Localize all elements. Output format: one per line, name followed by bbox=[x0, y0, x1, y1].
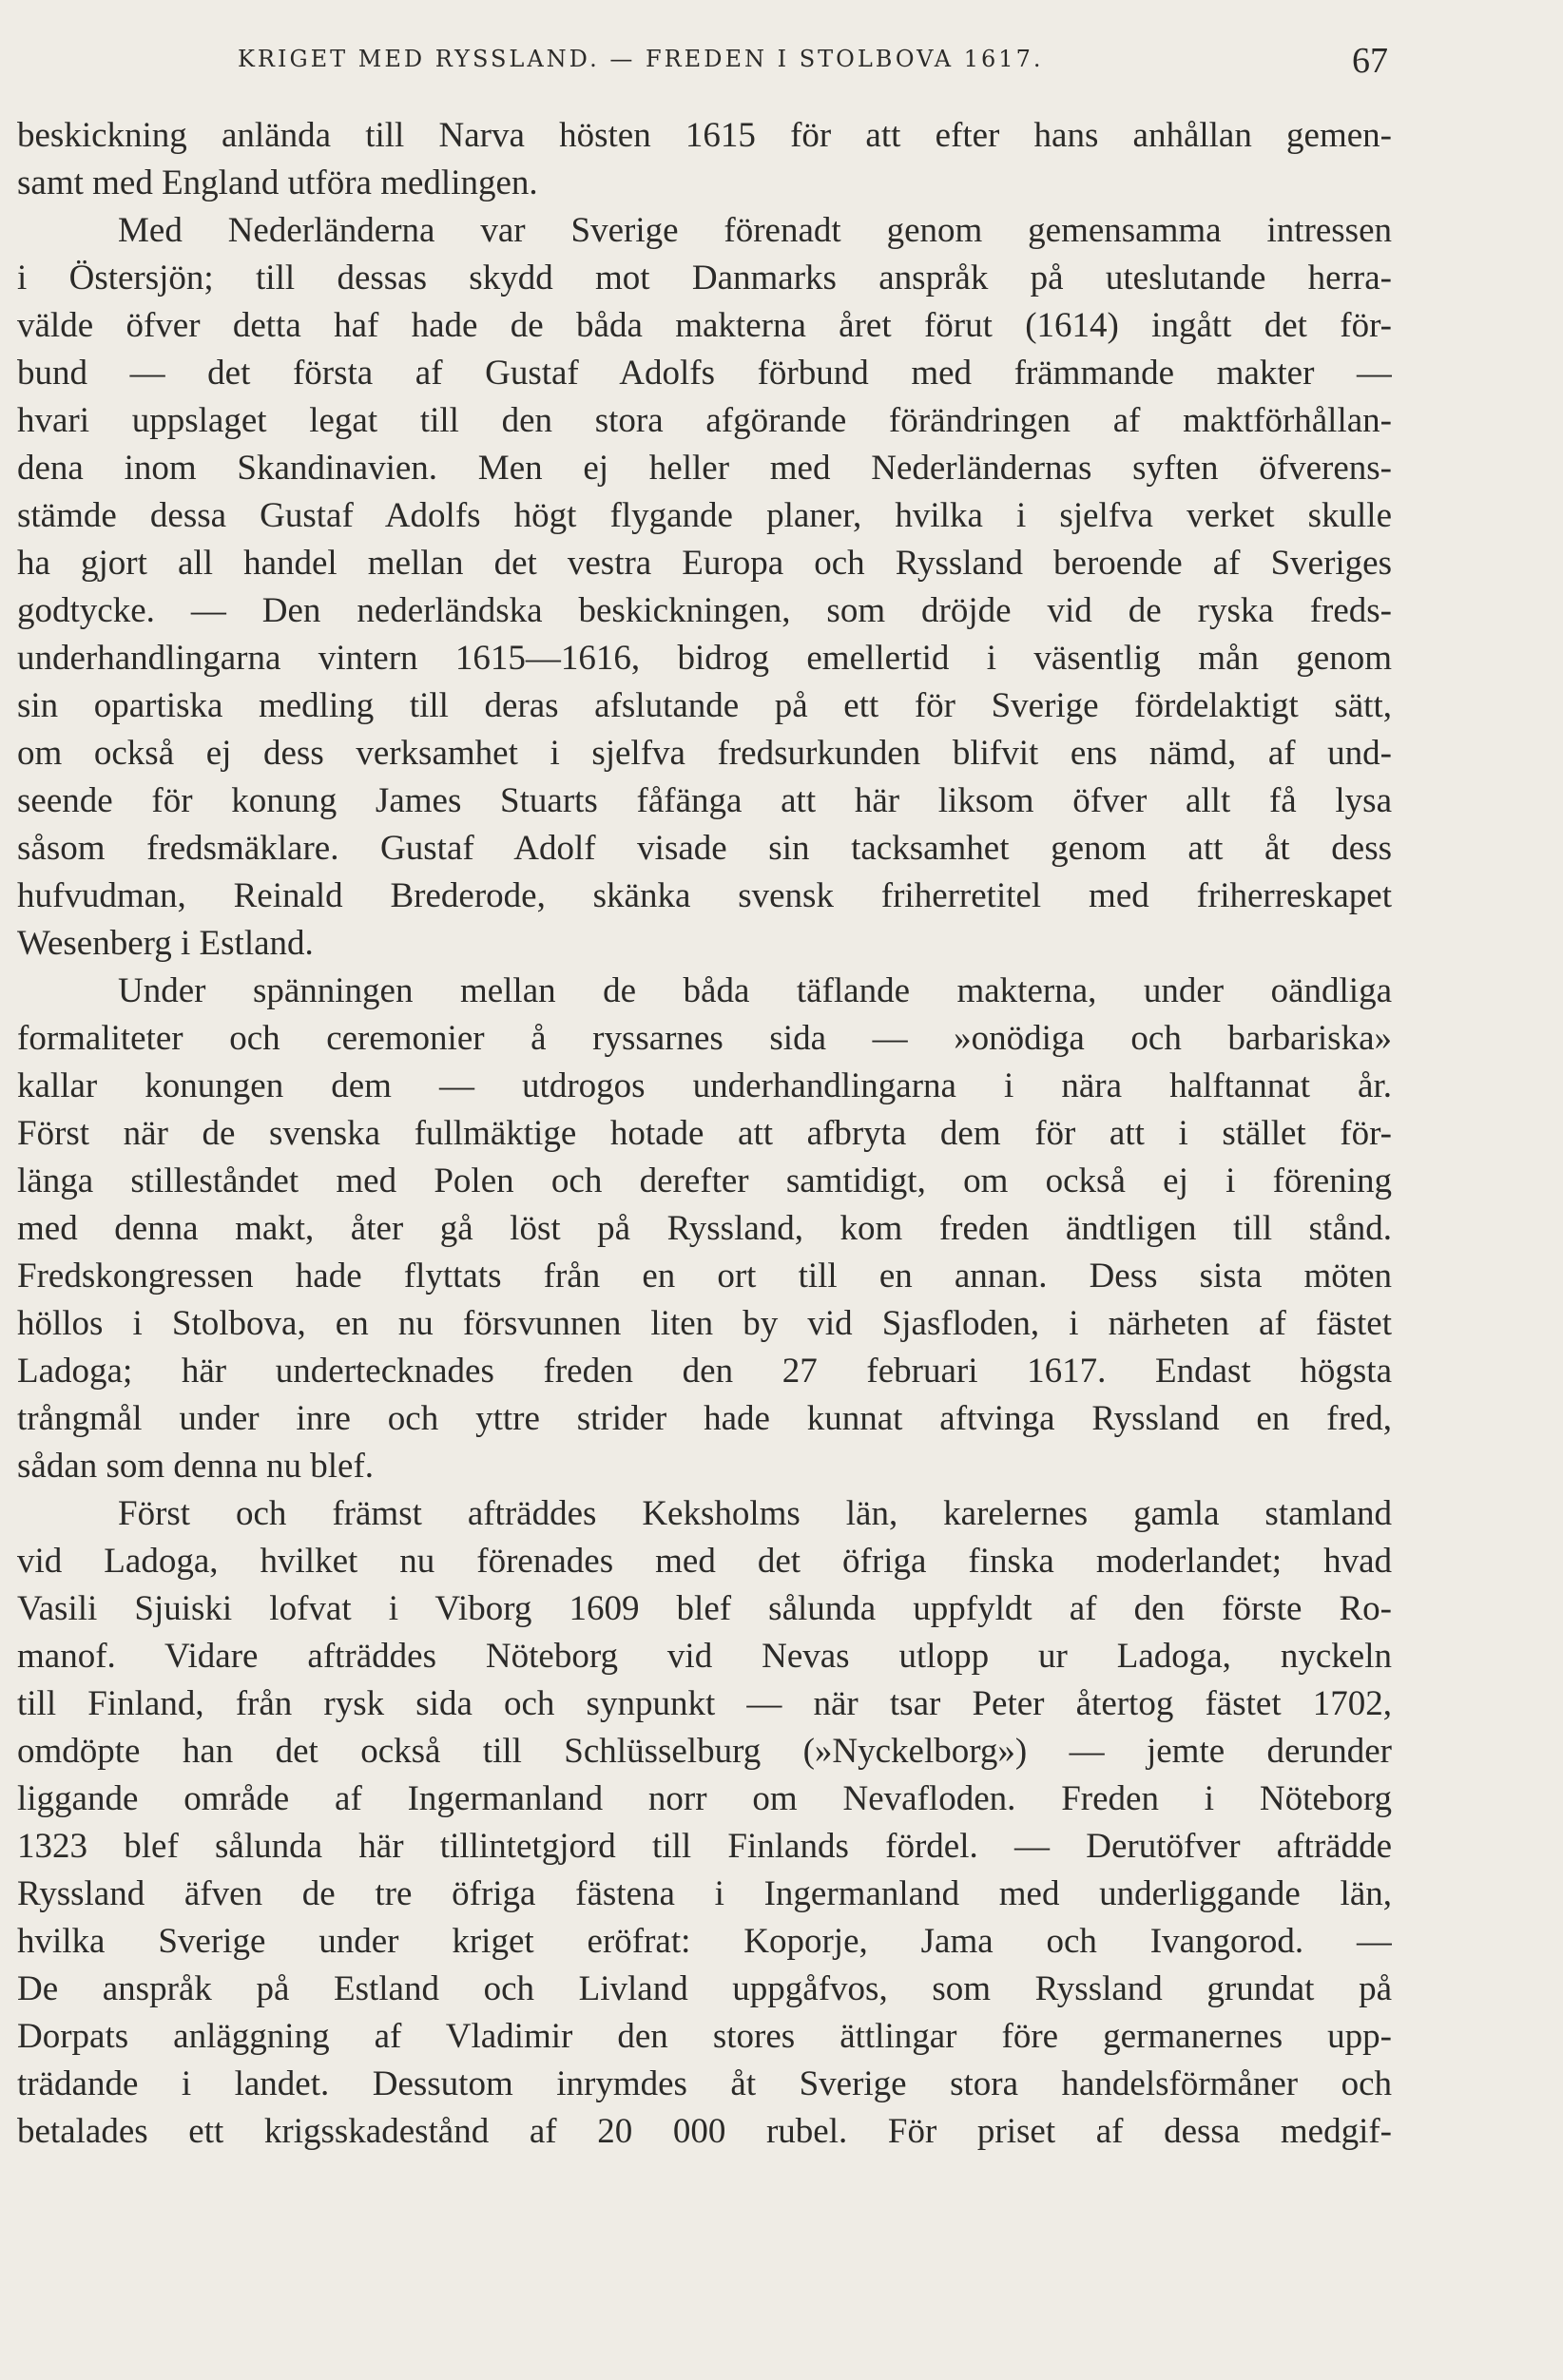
text-line: Fredskongressen hade flyttats från en ort till en annan. Dess sista möten bbox=[17, 1257, 1392, 1296]
text-line: vid Ladoga, hvilket nu förenades med det öfriga finska moderlandet; hvad bbox=[17, 1542, 1392, 1581]
text-line: samt med England utföra medlingen. bbox=[17, 163, 538, 202]
text-line: omdöpte han det också till Schlüsselburg (»Nyckelborg») — jemte derunder bbox=[17, 1732, 1392, 1771]
text-line: hvari uppslaget legat till den stora afgörande förändringen af maktförhållan- bbox=[17, 401, 1392, 440]
text-line: Först när de svenska fullmäktige hotade att afbryta dem för att i stället för- bbox=[17, 1114, 1392, 1153]
text-line: länga stilleståndet med Polen och derefter samtidigt, om också ej i förening bbox=[17, 1161, 1392, 1200]
text-line: välde öfver detta haf hade de båda makterna året förut (1614) ingått det för- bbox=[17, 306, 1392, 345]
text-line: formaliteter och ceremonier å ryssarnes sida — »onödiga och barbariska» bbox=[17, 1019, 1392, 1058]
text-line: kallar konungen dem — utdrogos underhandlingarna i nära halftannat år. bbox=[17, 1066, 1392, 1105]
text-line: Ladoga; här undertecknades freden den 27 februari 1617. Endast högsta bbox=[17, 1352, 1392, 1391]
text-line: trädande i landet. Dessutom inrymdes åt Sverige stora handelsförmåner och bbox=[17, 2064, 1392, 2103]
page-header bbox=[238, 40, 1388, 81]
text-line: Ryssland äfven de tre öfriga fästena i Ingermanland med underliggande län, bbox=[17, 1874, 1392, 1913]
text-line: med denna makt, åter gå löst på Ryssland, kom freden ändtligen till stånd. bbox=[17, 1209, 1392, 1248]
text-line: ha gjort all handel mellan det vestra Europa och Ryssland beroende af Sveriges bbox=[17, 544, 1392, 583]
text-line: Wesenberg i Estland. bbox=[17, 924, 314, 963]
text-line: betalades ett krigsskadestånd af 20 000 rubel. För priset af dessa medgif- bbox=[17, 2112, 1392, 2151]
text-line: bund — det första af Gustaf Adolfs förbund med främmande makter — bbox=[17, 354, 1392, 393]
text-line: liggande område af Ingermanland norr om Nevafloden. Freden i Nöteborg bbox=[17, 1779, 1392, 1818]
text-line: i Östersjön; till dessas skydd mot Danmarks anspråk på uteslutande herra- bbox=[17, 259, 1392, 298]
text-line: hufvudman, Reinald Brederode, skänka svensk friherretitel med friherreskapet bbox=[17, 876, 1392, 915]
text-line: De anspråk på Estland och Livland uppgåfvos, som Ryssland grundat på bbox=[17, 1969, 1392, 2008]
text-line: om också ej dess verksamhet i sjelfva fredsurkunden blifvit ens nämd, af und- bbox=[17, 734, 1392, 773]
text-line: beskickning anlända till Narva hösten 1615 för att efter hans anhållan gemen- bbox=[17, 116, 1392, 155]
text-line: dena inom Skandinavien. Men ej heller med Nederländernas syften öfverens- bbox=[17, 449, 1392, 488]
text-line: höllos i Stolbova, en nu försvunnen liten by vid Sjasfloden, i närheten af fästet bbox=[17, 1304, 1392, 1343]
text-line: hvilka Sverige under kriget eröfrat: Koporje, Jama och Ivangorod. — bbox=[17, 1922, 1392, 1961]
text-line: underhandlingarna vintern 1615—1616, bidrog emellertid i väsentlig mån genom bbox=[17, 639, 1392, 678]
text-line: 1323 blef sålunda här tillintetgjord till Finlands fördel. — Derutöfver afträdde bbox=[17, 1827, 1392, 1866]
text-line: Dorpats anläggning af Vladimir den stores ättlingar före germanernes upp- bbox=[17, 2017, 1392, 2056]
text-line: stämde dessa Gustaf Adolfs högt flygande planer, hvilka i sjelfva verket skulle bbox=[17, 496, 1392, 535]
text-line: såsom fredsmäklare. Gustaf Adolf visade sin tacksamhet genom att åt dess bbox=[17, 829, 1392, 868]
paragraph-start-line: Med Nederländerna var Sverige förenadt genom gemensamma intressen bbox=[118, 211, 1392, 250]
paragraph-start-line: Under spänningen mellan de båda täflande makterna, under oändliga bbox=[118, 971, 1392, 1010]
text-line: manof. Vidare afträddes Nöteborg vid Nevas utlopp ur Ladoga, nyckeln bbox=[17, 1637, 1392, 1676]
page-number: 67 bbox=[1352, 41, 1388, 81]
body-text bbox=[17, 112, 1392, 2156]
text-line: godtycke. — Den nederländska beskickningen, som dröjde vid de ryska freds- bbox=[17, 591, 1392, 630]
paragraph-start-line: Först och främst afträddes Keksholms län, karelernes gamla stamland bbox=[118, 1494, 1392, 1533]
text-line: sin opartiska medling till deras afslutande på ett för Sverige fördelaktigt sätt, bbox=[17, 686, 1392, 725]
text-line: sådan som denna nu blef. bbox=[17, 1447, 375, 1486]
text-line: till Finland, från rysk sida och synpunkt — när tsar Peter återtog fästet 1702, bbox=[17, 1684, 1392, 1723]
running-head: KRIGET MED RYSSLAND. — FREDEN I STOLBOVA 1617. bbox=[238, 46, 1044, 72]
text-line: seende för konung James Stuarts fåfänga att här liksom öfver allt få lysa bbox=[17, 781, 1392, 820]
text-line: Vasili Sjuiski lofvat i Viborg 1609 blef sålunda uppfyldt af den förste Ro- bbox=[17, 1589, 1392, 1628]
text-line: trångmål under inre och yttre strider hade kunnat aftvinga Ryssland en fred, bbox=[17, 1399, 1392, 1438]
